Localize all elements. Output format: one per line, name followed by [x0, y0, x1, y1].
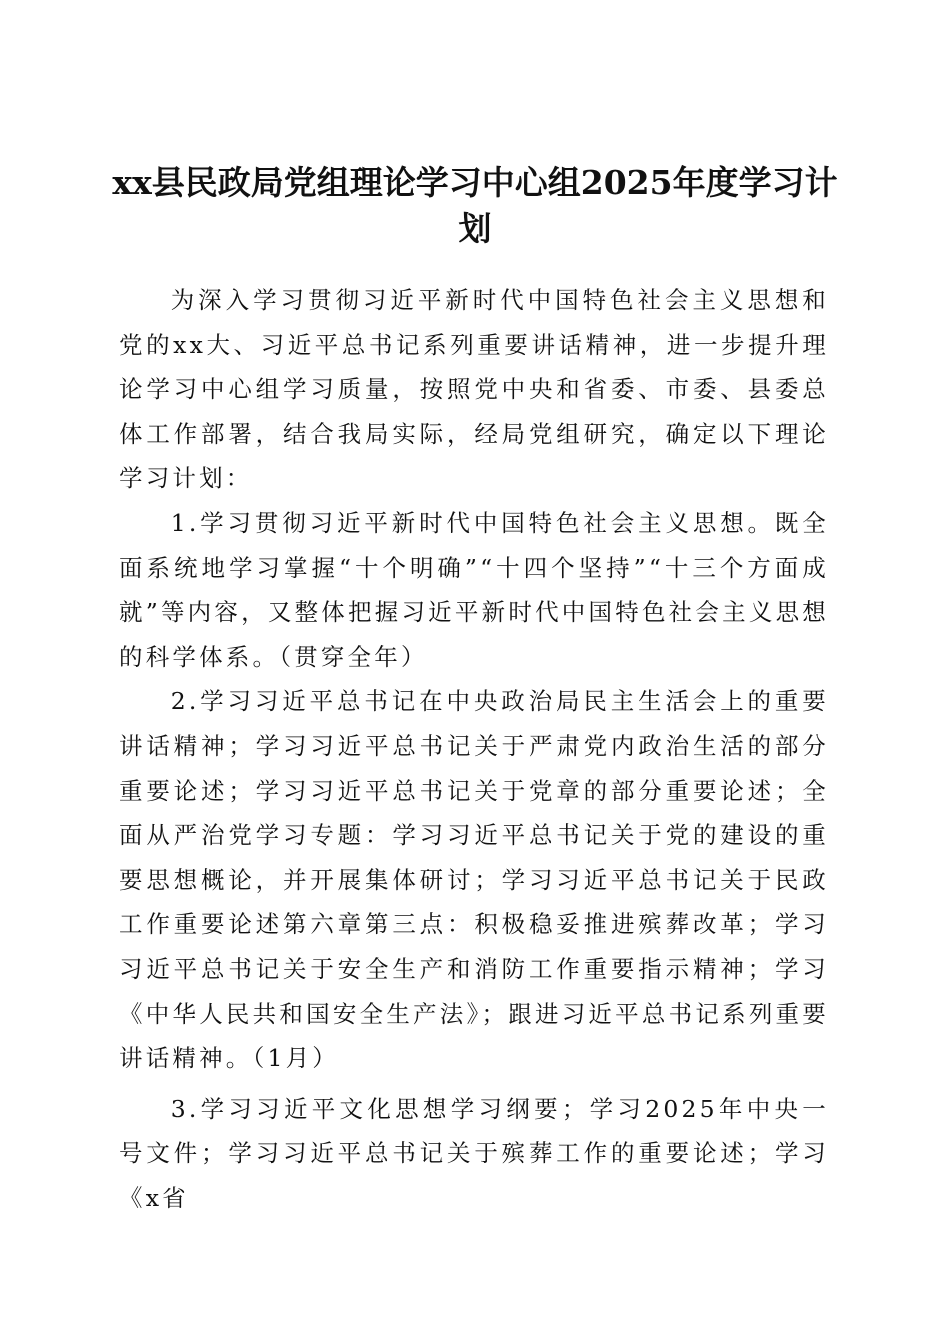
plan-item-3-paragraph: 3.学习习近平文化思想学习纲要；学习2025年中央一号文件；学习习近平总书记关于殡葬工作的重要论述；学习《x省 [119, 1094, 829, 1212]
intro-paragraph: 为深入学习贯彻习近平新时代中国特色社会主义思想和党的xx大、习近平总书记系列重要讲话精神，进一步提升理论学习中心组学习质量，按照党中央和省委、市委、县委总体工作部署，结合我局实际，经局党组研究，确定以下理论学习计划： [119, 286, 829, 493]
plan-item-1-paragraph: 1.学习贯彻习近平新时代中国特色社会主义思想。既全面系统地学习掌握“十个明确”“十四个坚持”“十三个方面成就”等内容，又整体把握习近平新时代中国特色社会主义思想的科学体系。（贯穿全年） [119, 508, 829, 671]
document-body [119, 278, 829, 1220]
plan-item-2-paragraph: 2.学习习近平总书记在中央政治局民主生活会上的重要讲话精神；学习习近平总书记关于严肃党内政治生活的部分重要论述；学习习近平总书记关于党章的部分重要论述；全面从严治党学习专题：学习习近平总书记关于党的建设的重要思想概论，并开展集体研讨；学习习近平总书记关于民政工作重要论述第六章第三点：积极稳妥推进殡葬改革；学习习近平总书记关于安全生产和消防工作重要指示精神；学习《中华人民共和国安全生产法》；跟进习近平总书记系列重要讲话精神。（1月） [119, 687, 829, 1073]
document-title: xx县民政局党组理论学习中心组2025年度学习计划 [112, 163, 838, 249]
